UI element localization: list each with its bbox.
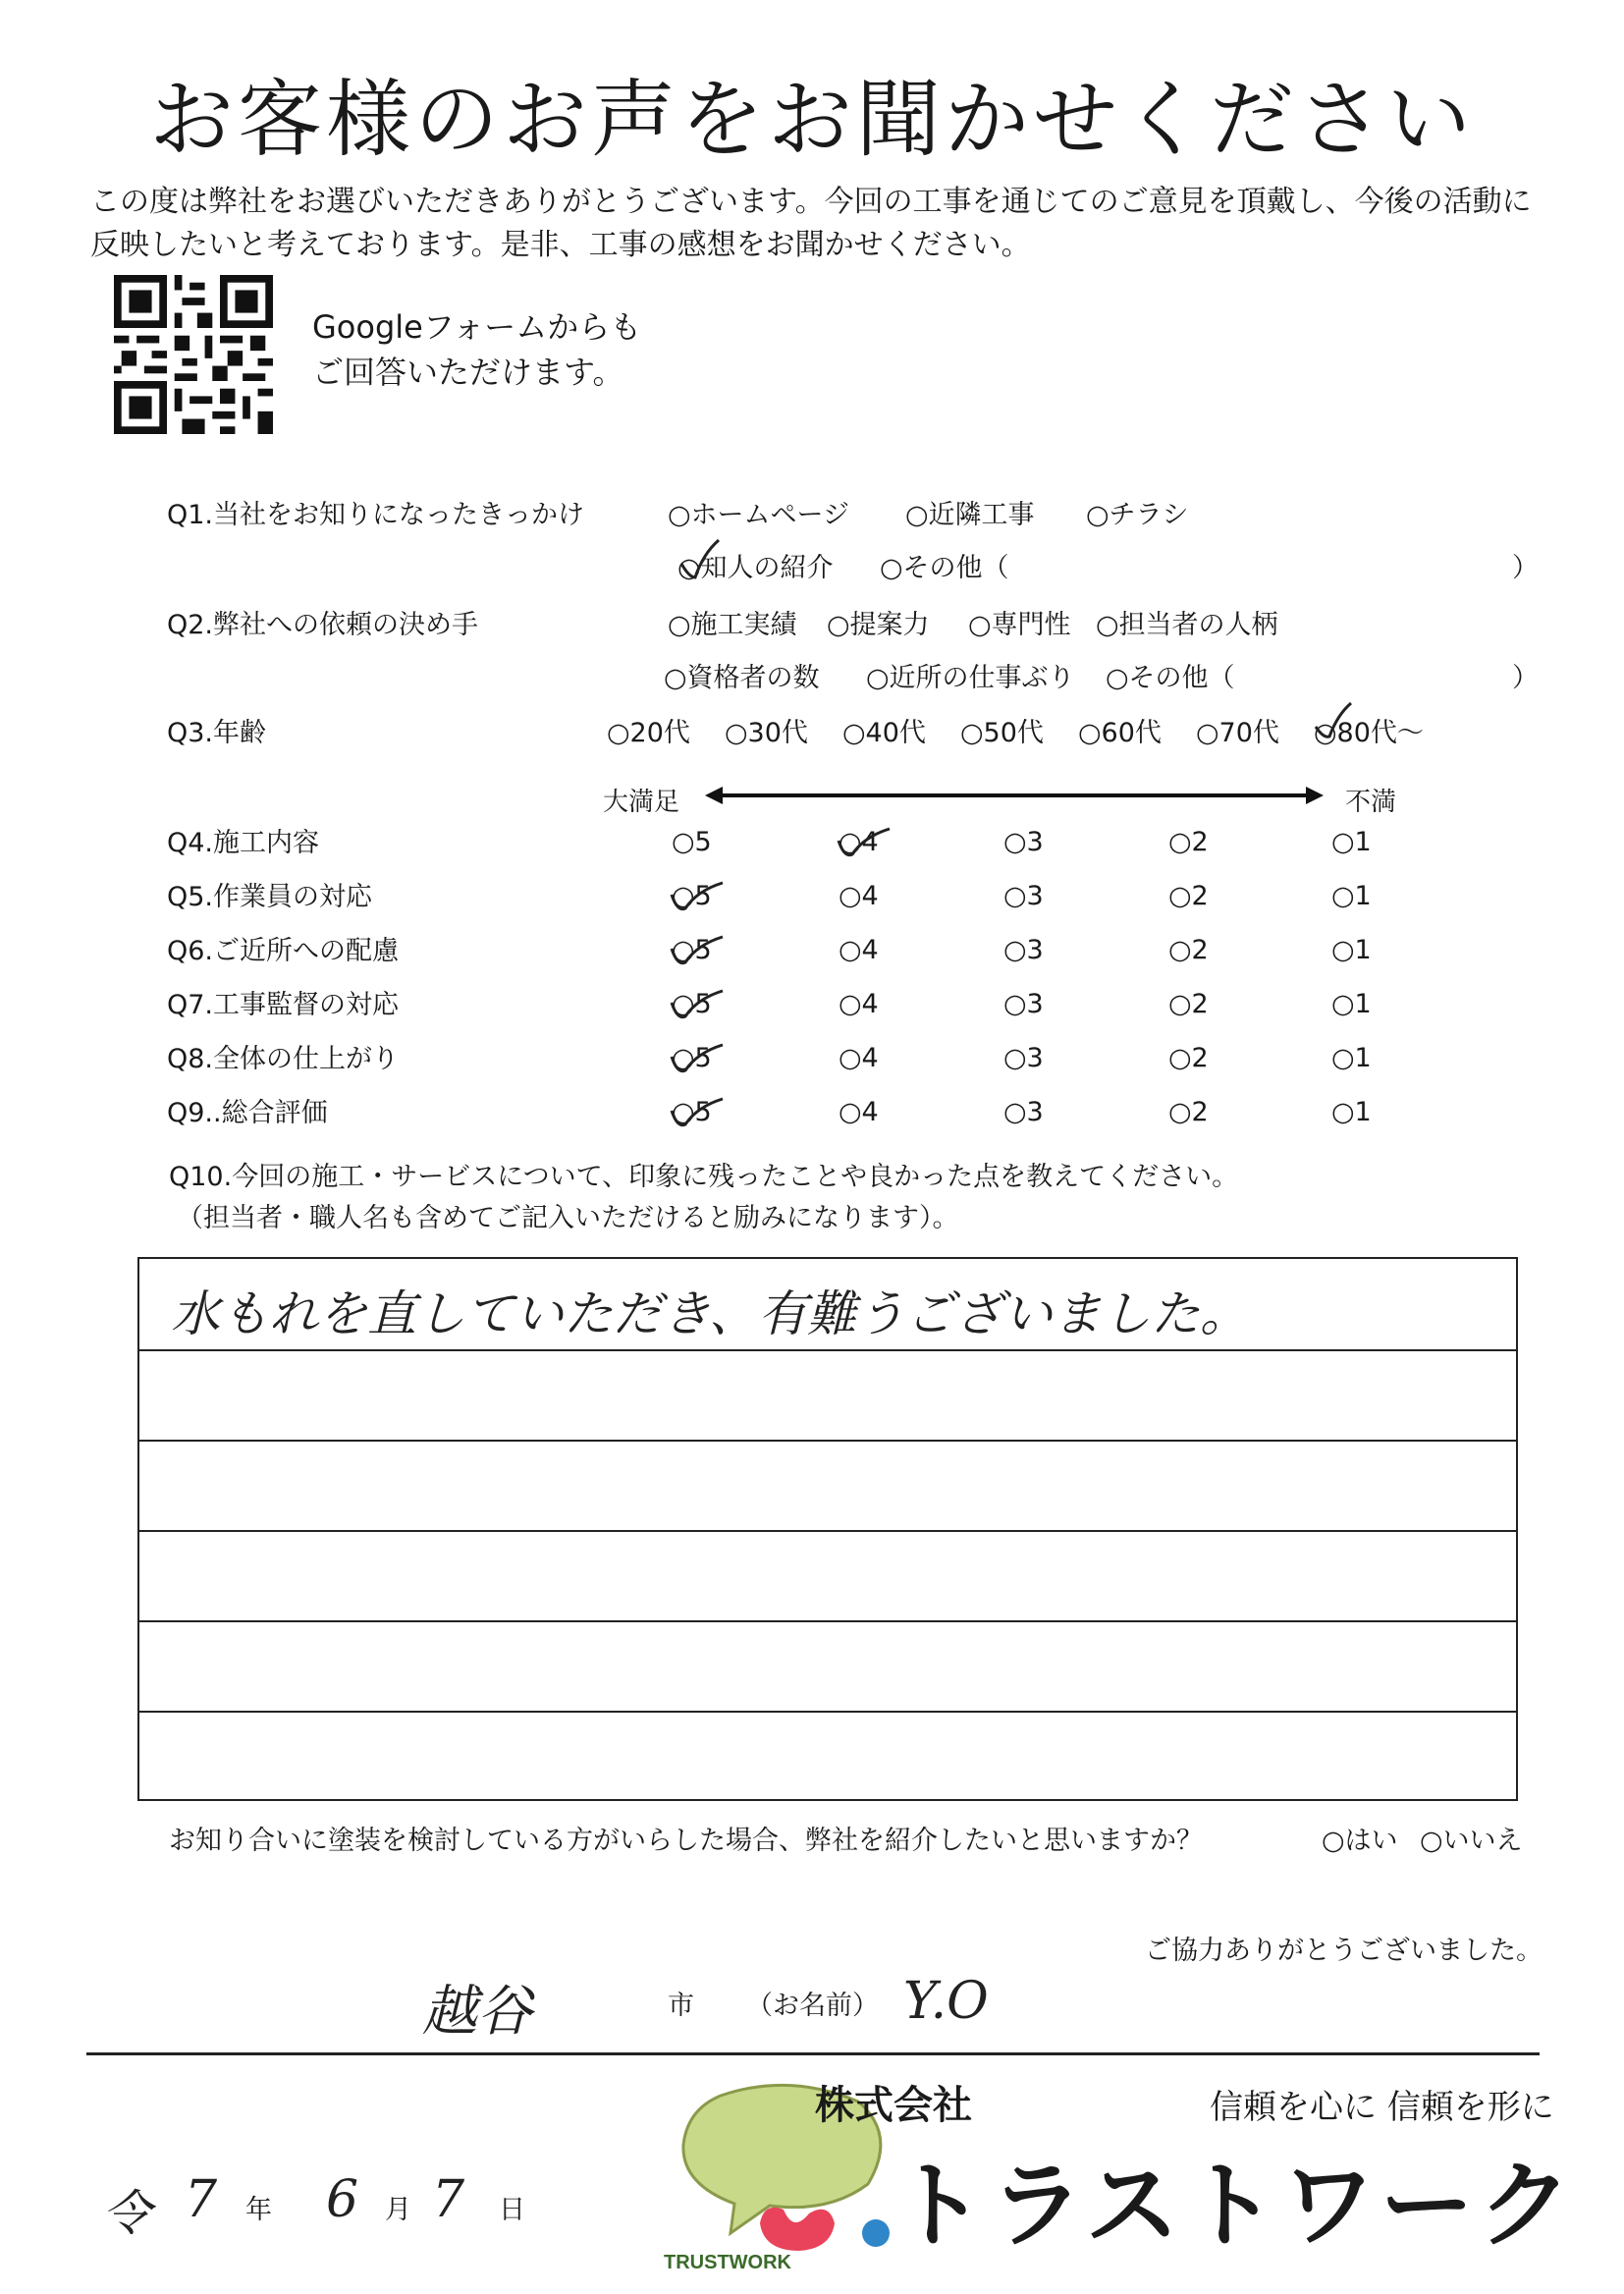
check-mark-icon (1310, 699, 1355, 744)
q1-option-nearby-work[interactable]: ○近隣工事 (905, 500, 1035, 530)
check-mark-icon (668, 1035, 727, 1078)
scale-arrow-icon (705, 784, 1324, 807)
google-line-1: Googleフォームからも (312, 308, 642, 346)
rating-option[interactable]: ○4 (839, 989, 879, 1019)
rating-label: Q4.施工内容 (167, 828, 320, 858)
q3-option-70s[interactable]: ○70代 (1196, 718, 1279, 748)
rating-option[interactable]: ○1 (1331, 1097, 1372, 1127)
rating-option[interactable]: ○5 (672, 881, 712, 911)
page-title: お客様のお声をお聞かせください (149, 71, 1475, 169)
rating-option[interactable]: ○3 (1003, 989, 1044, 1019)
customer-name: Y.O (903, 1972, 989, 2031)
date-day-label: 日 (499, 2195, 525, 2225)
rating-option[interactable]: ○2 (1168, 1097, 1209, 1127)
memo-line (139, 1711, 1516, 1713)
rating-option[interactable]: ○1 (1331, 827, 1372, 857)
q2-other-close: ） (1512, 663, 1539, 693)
q10-answer-box[interactable] (137, 1257, 1518, 1801)
rating-option[interactable]: ○2 (1168, 1043, 1209, 1073)
rating-option[interactable]: ○2 (1168, 881, 1209, 911)
referral-no[interactable]: ○いいえ (1420, 1826, 1523, 1856)
intro-text: この度は弊社をお選びいただきありがとうございます。今回の工事を通じてのご意見を頂戴し、今後の活動に反映したいと考えております。是非、工事の感想をお聞かせください。 (90, 185, 1532, 262)
check-mark-icon (668, 1089, 727, 1132)
rating-option[interactable]: ○1 (1331, 881, 1372, 911)
rating-option[interactable]: ○5 (672, 989, 712, 1019)
q10-question: Q10.今回の施工・サービスについて、印象に残ったことや良かった点を教えてください。 (169, 1162, 1239, 1192)
logo-text: TRUSTWORK (664, 2252, 791, 2272)
company-name: トラストワーク (892, 2151, 1577, 2261)
rating-option[interactable]: ○4 (839, 881, 879, 911)
rating-option[interactable]: ○2 (1168, 827, 1209, 857)
rating-option[interactable]: ○5 (672, 1043, 712, 1073)
rating-option[interactable]: ○1 (1331, 989, 1372, 1019)
rating-option[interactable]: ○4 (839, 827, 879, 857)
q1-other-close: ） (1512, 553, 1539, 583)
rating-option[interactable]: ○4 (839, 935, 879, 965)
customer-city: 越谷 (422, 1980, 532, 2044)
check-mark-icon (668, 981, 727, 1024)
date-month: 6 (326, 2170, 359, 2229)
q1-label: Q1.当社をお知りになったきっかけ (167, 500, 585, 530)
q2-option-proposal[interactable]: ○提案力 (827, 610, 930, 640)
check-mark-icon (668, 873, 727, 916)
rating-option[interactable]: ○3 (1003, 1043, 1044, 1073)
rating-option[interactable]: ○3 (1003, 881, 1044, 911)
q2-option-track-record[interactable]: ○施工実績 (668, 610, 797, 640)
date-year-label: 年 (245, 2195, 272, 2225)
q3-option-80s[interactable]: ○80代～ (1314, 718, 1424, 748)
q3-option-40s[interactable]: ○40代 (842, 718, 926, 748)
thanks-text: ご協力ありがとうございました。 (1145, 1936, 1543, 1966)
q1-option-other[interactable]: ○その他（ (880, 553, 1009, 583)
rating-option[interactable]: ○5 (672, 827, 712, 857)
q1-option-referral[interactable]: ○知人の紹介 (677, 553, 834, 583)
q3-option-50s[interactable]: ○50代 (960, 718, 1044, 748)
rating-label: Q7.工事監督の対応 (167, 990, 400, 1020)
company-prefix: 株式会社 (815, 2083, 972, 2128)
q10-note: （担当者・職人名も含めてご記入いただけると励みになります）。 (177, 1203, 959, 1233)
signature-rule (86, 2052, 1540, 2055)
memo-line (139, 1349, 1516, 1351)
rating-option[interactable]: ○5 (672, 1097, 712, 1127)
rating-label: Q5.作業員の対応 (167, 882, 373, 912)
rating-option[interactable]: ○1 (1331, 1043, 1372, 1073)
scale-right-label: 不満 (1345, 788, 1397, 817)
q2-option-neighborhood[interactable]: ○近所の仕事ぶり (866, 663, 1075, 693)
check-mark-icon (677, 538, 723, 583)
rating-option[interactable]: ○3 (1003, 1097, 1044, 1127)
q3-label: Q3.年齢 (167, 718, 267, 748)
company-slogan: 信頼を心に 信頼を形に (1210, 2088, 1554, 2127)
date-year: 7 (185, 2170, 218, 2229)
q3-option-60s[interactable]: ○60代 (1078, 718, 1162, 748)
date-era: 令 (102, 2185, 151, 2242)
rating-option[interactable]: ○4 (839, 1043, 879, 1073)
rating-label: Q6.ご近所への配慮 (167, 936, 400, 966)
date-month-label: 月 (385, 2195, 411, 2225)
q2-label: Q2.弊社への依頼の決め手 (167, 610, 479, 640)
q2-option-expertise[interactable]: ○専門性 (968, 610, 1071, 640)
q3-option-30s[interactable]: ○30代 (725, 718, 808, 748)
rating-option[interactable]: ○2 (1168, 935, 1209, 965)
rating-option[interactable]: ○2 (1168, 989, 1209, 1019)
referral-question: お知り合いに塗装を検討している方がいらした場合、弊社を紹介したいと思いますか？ (169, 1826, 1203, 1856)
rating-option[interactable]: ○3 (1003, 935, 1044, 965)
q10-answer-handwriting: 水もれを直していただき、有難うございました。 (171, 1285, 1249, 1342)
q2-option-certified[interactable]: ○資格者の数 (664, 663, 820, 693)
rating-option[interactable]: ○1 (1331, 935, 1372, 965)
q3-option-20s[interactable]: ○20代 (607, 718, 690, 748)
check-mark-icon (835, 819, 893, 862)
memo-line (139, 1620, 1516, 1622)
referral-yes[interactable]: ○はい (1322, 1826, 1398, 1856)
google-form-note (312, 304, 705, 395)
q1-option-flyer[interactable]: ○チラシ (1086, 500, 1189, 530)
rating-option[interactable]: ○5 (672, 935, 712, 965)
q1-option-homepage[interactable]: ○ホームページ (668, 500, 850, 530)
date-day: 7 (432, 2170, 465, 2229)
rating-option[interactable]: ○3 (1003, 827, 1044, 857)
rating-option[interactable]: ○4 (839, 1097, 879, 1127)
q2-option-staff[interactable]: ○担当者の人柄 (1096, 610, 1278, 640)
check-mark-icon (668, 927, 727, 970)
memo-line (139, 1530, 1516, 1532)
scale-left-label: 大満足 (603, 788, 680, 817)
q2-option-other[interactable]: ○その他（ (1106, 663, 1235, 693)
rating-label: Q9..総合評価 (167, 1098, 328, 1128)
qr-code[interactable] (114, 275, 273, 434)
city-suffix: 市 (668, 1991, 694, 2021)
rating-label: Q8.全体の仕上がり (167, 1044, 400, 1074)
google-line-2: ご回答いただけます。 (312, 354, 624, 391)
name-label: （お名前） (746, 1991, 879, 2021)
memo-line (139, 1440, 1516, 1442)
